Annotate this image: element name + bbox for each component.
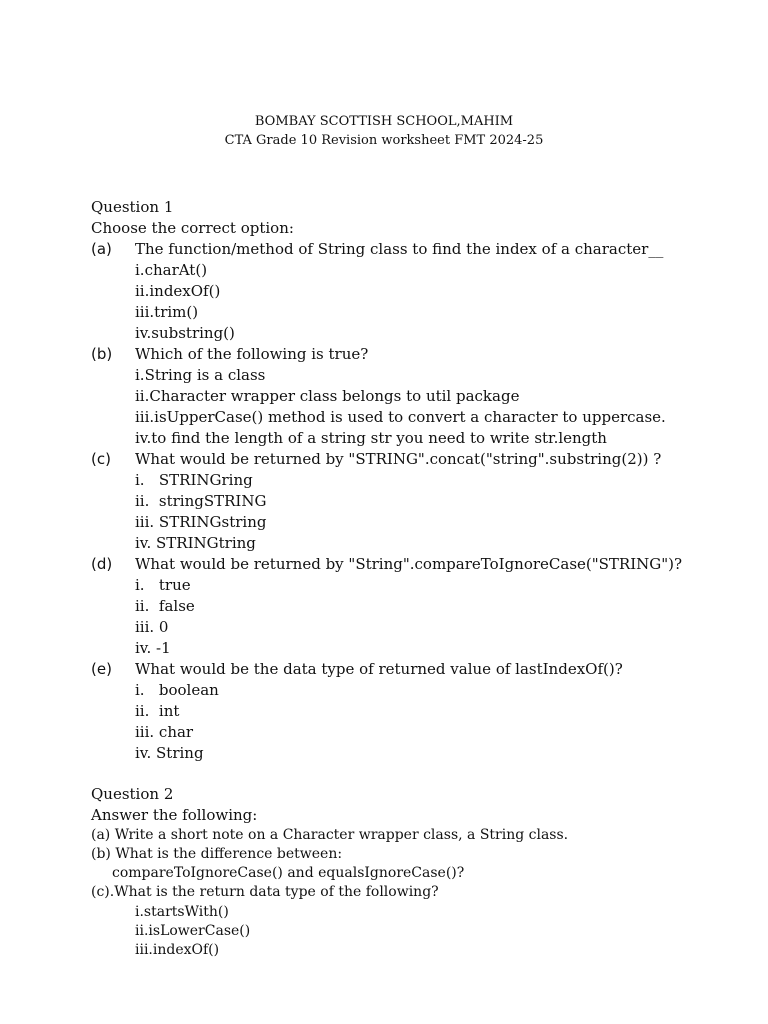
- item-d-label: (d): [91, 555, 113, 573]
- item-c-option-4: iv. STRINGtring: [135, 534, 256, 552]
- item-b-option-4: iv.to find the length of a string str you need to write str.length: [135, 429, 607, 447]
- item-a-label: (a): [91, 240, 112, 258]
- item-e-option-2: ii. int: [135, 702, 180, 720]
- item-c-label: (c): [91, 450, 111, 468]
- item-e-question: What would be the data type of returned value of lastIndexOf()?: [135, 660, 623, 678]
- item-a-option-4: iv.substring(): [135, 324, 235, 342]
- item-a-option-1: i.charAt(): [135, 261, 208, 279]
- item-d-option-2: ii. false: [135, 597, 195, 615]
- question-1-instruction: Choose the correct option:: [91, 219, 294, 237]
- item-b-label: (b): [91, 345, 113, 363]
- item-d-question: What would be returned by "String".compareToIgnoreCase("STRING")?: [135, 555, 683, 573]
- worksheet-title: CTA Grade 10 Revision worksheet FMT 2024-25: [224, 133, 544, 148]
- item-d-option-1: i. true: [135, 576, 191, 594]
- question-2-instruction: Answer the following:: [91, 806, 258, 824]
- item-b-option-2: ii.Character wrapper class belongs to util package: [135, 387, 520, 405]
- school-name: BOMBAY SCOTTISH SCHOOL,MAHIM: [254, 114, 514, 129]
- item-c-option-3: iii. STRINGstring: [135, 513, 267, 531]
- item-b-option-1: i.String is a class: [135, 366, 266, 384]
- q2-line-b-cont: compareToIgnoreCase() and equalsIgnoreCase()?: [112, 865, 465, 881]
- item-a-option-2: ii.indexOf(): [135, 282, 221, 300]
- item-a-option-3: iii.trim(): [135, 303, 199, 321]
- item-b-question: Which of the following is true?: [135, 345, 369, 363]
- item-d-option-4: iv. -1: [135, 639, 171, 657]
- item-c-question: What would be returned by "STRING".concat("string".substring(2)) ?: [135, 450, 662, 468]
- item-c-option-2: ii. stringSTRING: [135, 492, 267, 510]
- q2-line-a: (a) Write a short note on a Character wrapper class, a String class.: [91, 827, 569, 843]
- q2-c-item-2: ii.isLowerCase(): [135, 923, 251, 939]
- item-e-option-4: iv. String: [135, 744, 204, 762]
- item-d-option-3: iii. 0: [135, 618, 169, 636]
- item-e-option-3: iii. char: [135, 723, 194, 741]
- q2-line-c: (c).What is the return data type of the following?: [91, 884, 439, 900]
- item-c-option-1: i. STRINGring: [135, 471, 253, 489]
- item-a-question: The function/method of String class to find the index of a character__: [135, 240, 664, 258]
- question-1-heading: Question 1: [91, 198, 174, 216]
- item-e-option-1: i. boolean: [135, 681, 219, 699]
- q2-line-b: (b) What is the difference between:: [91, 846, 343, 862]
- item-e-label: (e): [91, 660, 112, 678]
- q2-c-item-3: iii.indexOf(): [135, 942, 220, 958]
- item-b-option-3: iii.isUpperCase() method is used to convert a character to uppercase.: [135, 408, 666, 426]
- question-2-heading: Question 2: [91, 785, 174, 803]
- q2-c-item-1: i.startsWith(): [135, 904, 229, 920]
